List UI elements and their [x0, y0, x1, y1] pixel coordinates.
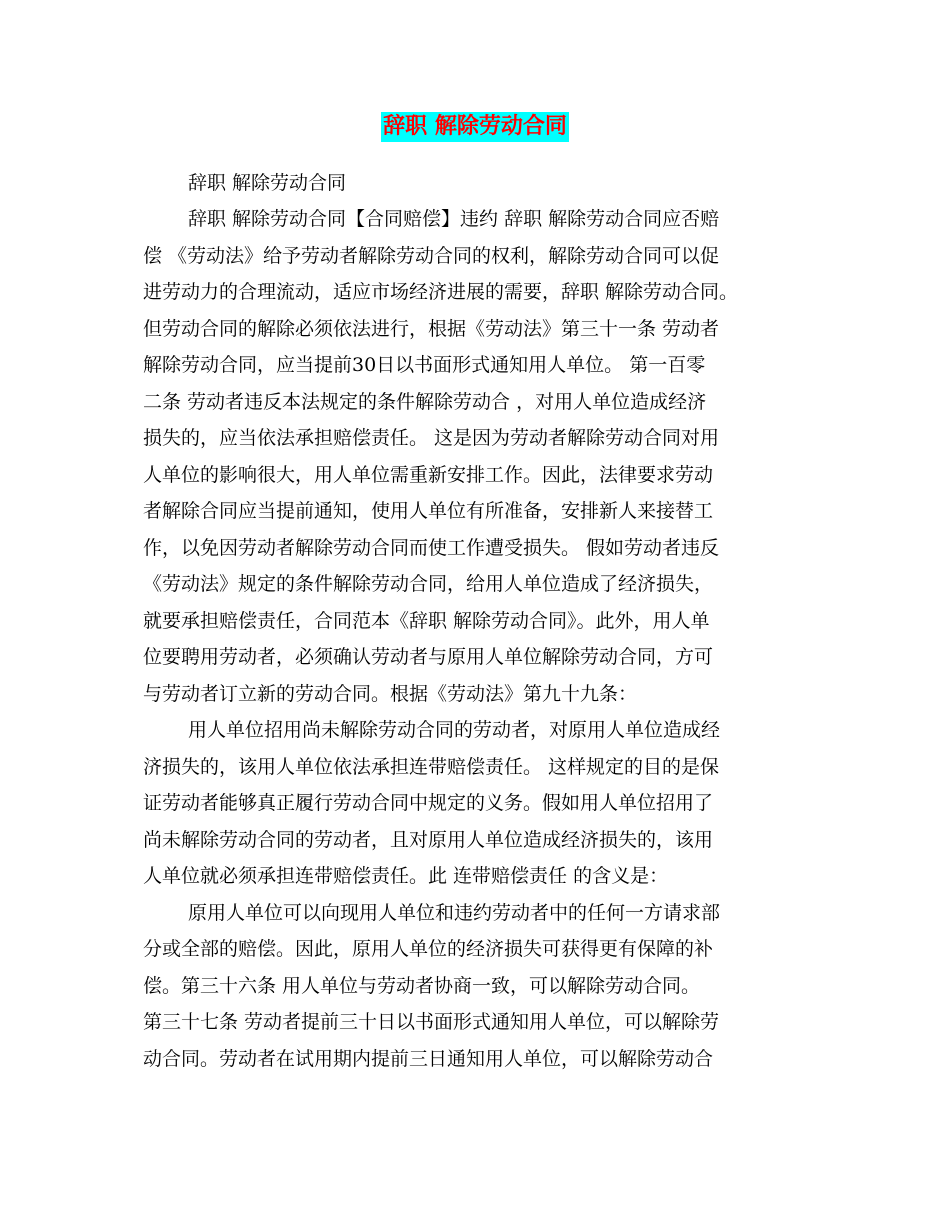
text-line: 与劳动者订立新的劳动合同。根据《劳动法》第九十九条：	[143, 683, 638, 705]
text-line: 济损失的，该用人单位依法承担连带赔偿责任。 这样规定的目的是保	[143, 756, 720, 778]
text-line: 用人单位招用尚未解除劳动合同的劳动者，对原用人单位造成经	[188, 719, 721, 741]
text-line: 但劳动合同的解除必须依法进行，根据《劳动法》第三十一条 劳动者	[143, 318, 720, 340]
text-line: 人单位的影响很大，用人单位需重新安排工作。因此，法律要求劳动	[143, 464, 714, 486]
text-line: 二条 劳动者违反本法规定的条件解除劳动合 ，对用人单位造成经济	[143, 391, 707, 413]
text-line: 证劳动者能够真正履行劳动合同中规定的义务。假如用人单位招用了	[143, 792, 714, 814]
text-line: 尚未解除劳动合同的劳动者，且对原用人单位造成经济损失的，该用	[143, 829, 714, 851]
text-line: 偿。第三十六条 用人单位与劳动者协商一致，可以解除劳动合同。	[143, 975, 701, 997]
text-line: 就要承担赔偿责任，合同范本《辞职 解除劳动合同》。此外，用人单	[143, 610, 710, 632]
text-line: 解除劳动合同，应当提前30日以书面形式通知用人单位。 第一百零	[143, 354, 706, 376]
text-line: 偿 《劳动法》给予劳动者解除劳动合同的权利，解除劳动合同可以促	[143, 245, 720, 267]
text-line: 分或全部的赔偿。因此，原用人单位的经济损失可获得更有保障的补	[143, 938, 714, 960]
text-line: 者解除合同应当提前通知，使用人单位有所准备，安排新人来接替工	[143, 500, 714, 522]
document-title: 辞职 解除劳动合同	[381, 112, 569, 142]
text-line: 原用人单位可以向现用人单位和违约劳动者中的任何一方请求部	[188, 902, 721, 924]
text-line: 第三十七条 劳动者提前三十日以书面形式通知用人单位，可以解除劳	[143, 1011, 720, 1033]
text-line: 进劳动力的合理流动，适应市场经济进展的需要，辞职 解除劳动合同。	[143, 281, 739, 303]
text-line: 作，以免因劳动者解除劳动合同而使工作遭受损失。 假如劳动者违反	[143, 537, 720, 559]
text-line: 辞职 解除劳动合同	[188, 172, 347, 194]
text-line: 位要聘用劳动者，必须确认劳动者与原用人单位解除劳动合同，方可	[143, 646, 714, 668]
title-container	[0, 112, 950, 142]
text-line: 人单位就必须承担连带赔偿责任。此 连带赔偿责任 的含义是：	[143, 865, 669, 887]
text-line: 辞职 解除劳动合同【合同赔偿】违约 辞职 解除劳动合同应否赔	[188, 208, 720, 230]
text-line: 《劳动法》规定的条件解除劳动合同，给用人单位造成了经济损失，	[143, 573, 714, 595]
text-line: 损失的，应当依法承担赔偿责任。 这是因为劳动者解除劳动合同对用	[143, 427, 720, 449]
text-line: 动合同。劳动者在试用期内提前三日通知用人单位，可以解除劳动合	[143, 1048, 714, 1070]
